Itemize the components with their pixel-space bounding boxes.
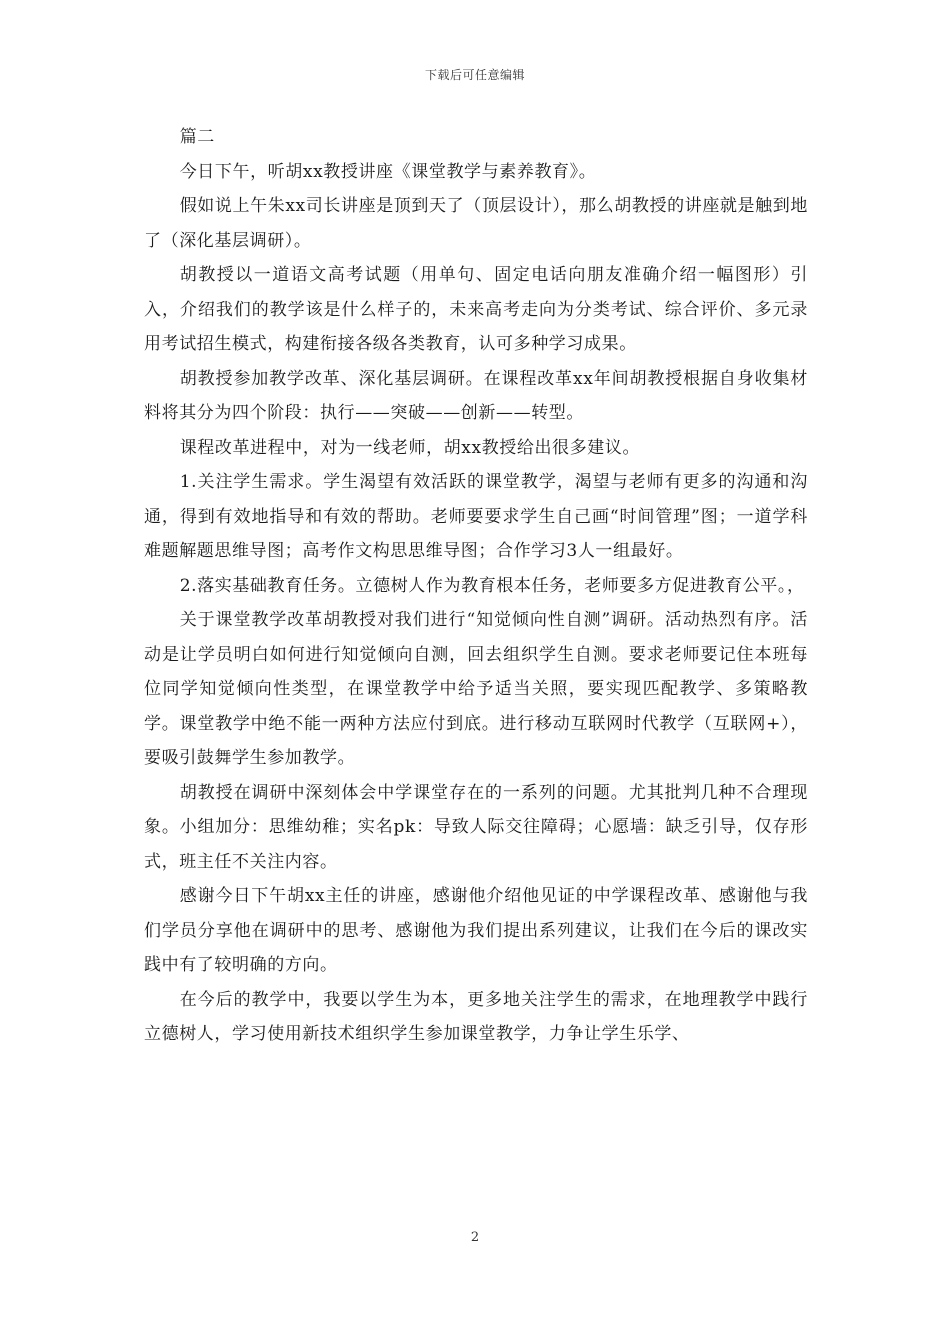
page-number: 2 (470, 1230, 480, 1245)
paragraph: 胡教授在调研中深刻体会中学课堂存在的一系列的问题。尤其批判几种不合理现象。小组加分：思维幼稚；实名pk：导致人际交往障碍；心愿墙：缺乏引导，仅存形式，班主任不关注内容。 (144, 782, 808, 872)
paragraph: 假如说上午朱xx司长讲座是顶到天了（顶层设计），那么胡教授的讲座就是触到地了（深化基层调研）。 (144, 196, 808, 251)
paragraph: 课程改革进程中，对为一线老师，胡xx教授给出很多建议。 (179, 437, 641, 458)
document-body (144, 120, 808, 1052)
paragraph: 2.落实基础教育任务。立德树人作为教育根本任务，老师要多方促进教育公平。， (179, 575, 805, 596)
paragraph: 今日下午，听胡xx教授讲座《课堂教学与素养教育》。 (179, 161, 597, 182)
paragraph: 胡教授以一道语文高考试题（用单句、固定电话向朋友准确介绍一幅图形）引入，介绍我们的教学该是什么样子的，未来高考走向为分类考试、综合评价、多元录用考试招生模式，构建衔接各级各类教育，认可多种学习成果。 (144, 265, 808, 354)
section-title: 篇二 (179, 127, 215, 147)
paragraph: 在今后的教学中，我要以学生为本，更多地关注学生的需求，在地理教学中践行立德树人，学习使用新技术组织学生参加课堂教学，力争让学生乐学、 (144, 989, 808, 1044)
paragraph: 感谢今日下午胡xx主任的讲座，感谢他介绍他见证的中学课程改革、感谢他与我们学员分享他在调研中的思考、感谢他为我们提出系列建议，让我们在今后的课改实践中有了较明确的方向。 (144, 886, 808, 975)
paragraph: 胡教授参加教学改革、深化基层调研。在课程改革xx年间胡教授根据自身收集材料将其分为四个阶段：执行——突破——创新——转型。 (144, 368, 808, 423)
page-header: 下载后可任意编辑 (424, 68, 525, 82)
paragraph: 1.关注学生需求。学生渴望有效活跃的课堂教学，渴望与老师有更多的沟通和沟通，得到有效地指导和有效的帮助。老师要要求学生自己画“时间管理”图；一道学科难题解题思维导图；高考作文构思思维导图；合作学习3人一组最好。 (144, 472, 808, 561)
paragraph: 关于课堂教学改革胡教授对我们进行“知觉倾向性自测”调研。活动热烈有序。活动是让学员明白如何进行知觉倾向自测，回去组织学生自测。要求老师要记住本班每位同学知觉倾向性类型，在课堂教学中给予适当关照，要实现匹配教学、多策略教学。课堂教学中绝不能一两种方法应付到底。进行移动互联网时代教学（互联网+），要吸引鼓舞学生参加教学。 (144, 610, 808, 768)
